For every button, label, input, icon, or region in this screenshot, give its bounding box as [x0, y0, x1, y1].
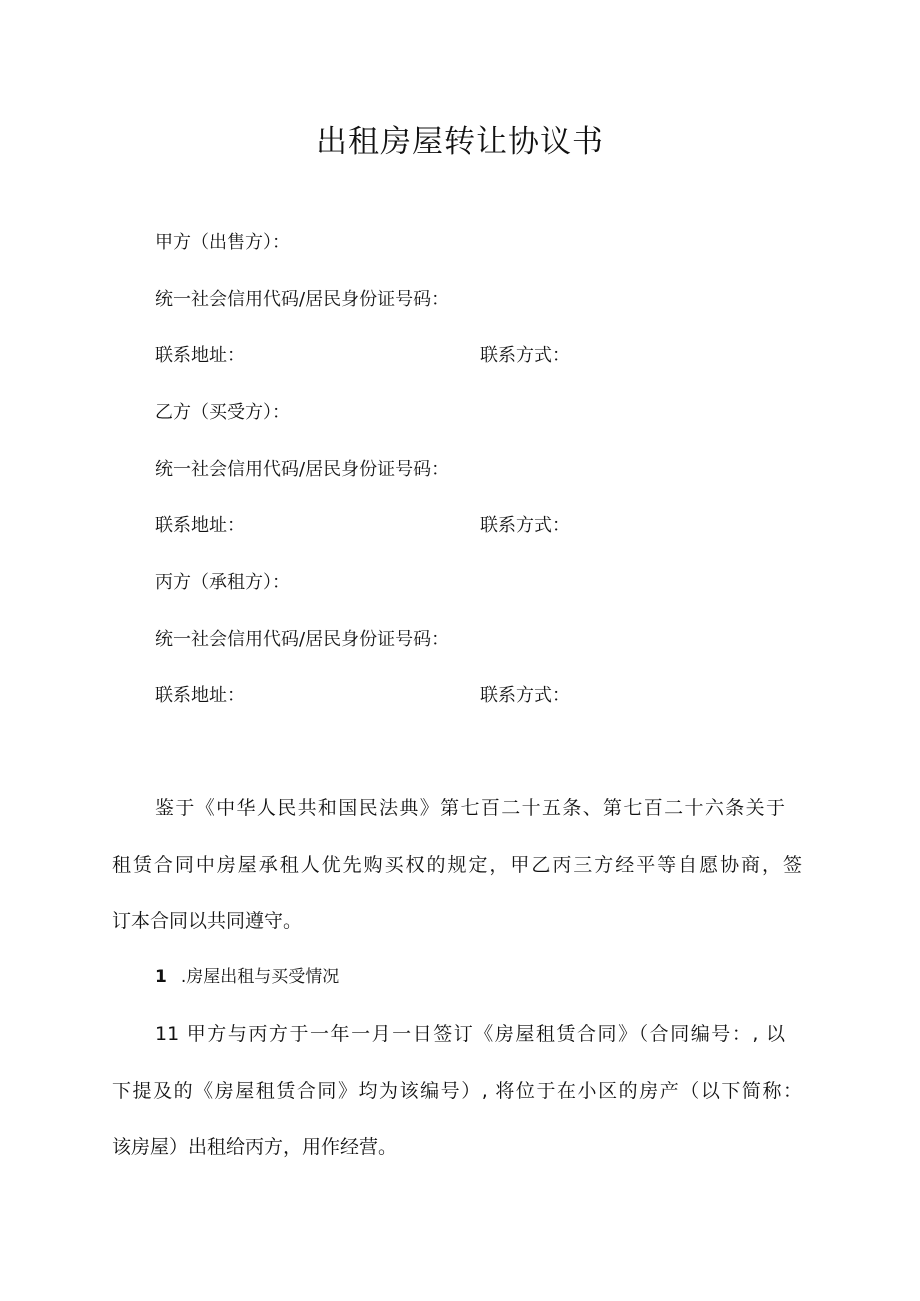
- party-b-id-label: 统一社会信用代码/居民身份证号码：: [155, 459, 450, 480]
- clause-1-1-line: 11 甲方与丙方于一年一月一日签订《房屋租赁合同》（合同编号：, 以: [155, 1023, 785, 1045]
- document-title: 出租房屋转让协议书: [316, 124, 604, 160]
- party-a-contact-label: 联系方式：: [480, 345, 570, 366]
- party-a-address-label: 联系地址：: [155, 345, 245, 366]
- party-c-address-label: 联系地址：: [155, 685, 245, 706]
- clause-1-1-line: 该房屋）出租给丙方，用作经营。: [112, 1136, 398, 1158]
- party-b-address-label: 联系地址：: [155, 515, 245, 536]
- party-c-contact-label: 联系方式：: [480, 685, 570, 706]
- preamble-line: 鉴于《中华人民共和国民法典》第七百二十五条、第七百二十六条关于: [155, 797, 785, 819]
- party-c-label: 丙方（承租方）：: [155, 572, 290, 593]
- party-b-contact-label: 联系方式：: [480, 515, 570, 536]
- preamble-line: 租赁合同中房屋承租人优先购买权的规定，甲乙丙三方经平等自愿协商，签: [112, 854, 802, 876]
- section-number: 1: [155, 967, 167, 987]
- preamble-line: 订本合同以共同遵守。: [112, 910, 303, 932]
- party-b-label: 乙方（买受方）：: [155, 402, 290, 423]
- section-title: .房屋出租与买受情况: [180, 967, 340, 987]
- party-a-id-label: 统一社会信用代码/居民身份证号码：: [155, 289, 450, 310]
- party-c-id-label: 统一社会信用代码/居民身份证号码：: [155, 629, 450, 650]
- party-a-label: 甲方（出售方）：: [155, 232, 290, 253]
- clause-1-1-line: 下提及的《房屋租赁合同》均为该编号）, 将位于在小区的房产（以下简称：: [112, 1080, 802, 1102]
- section-1-heading: [155, 964, 339, 990]
